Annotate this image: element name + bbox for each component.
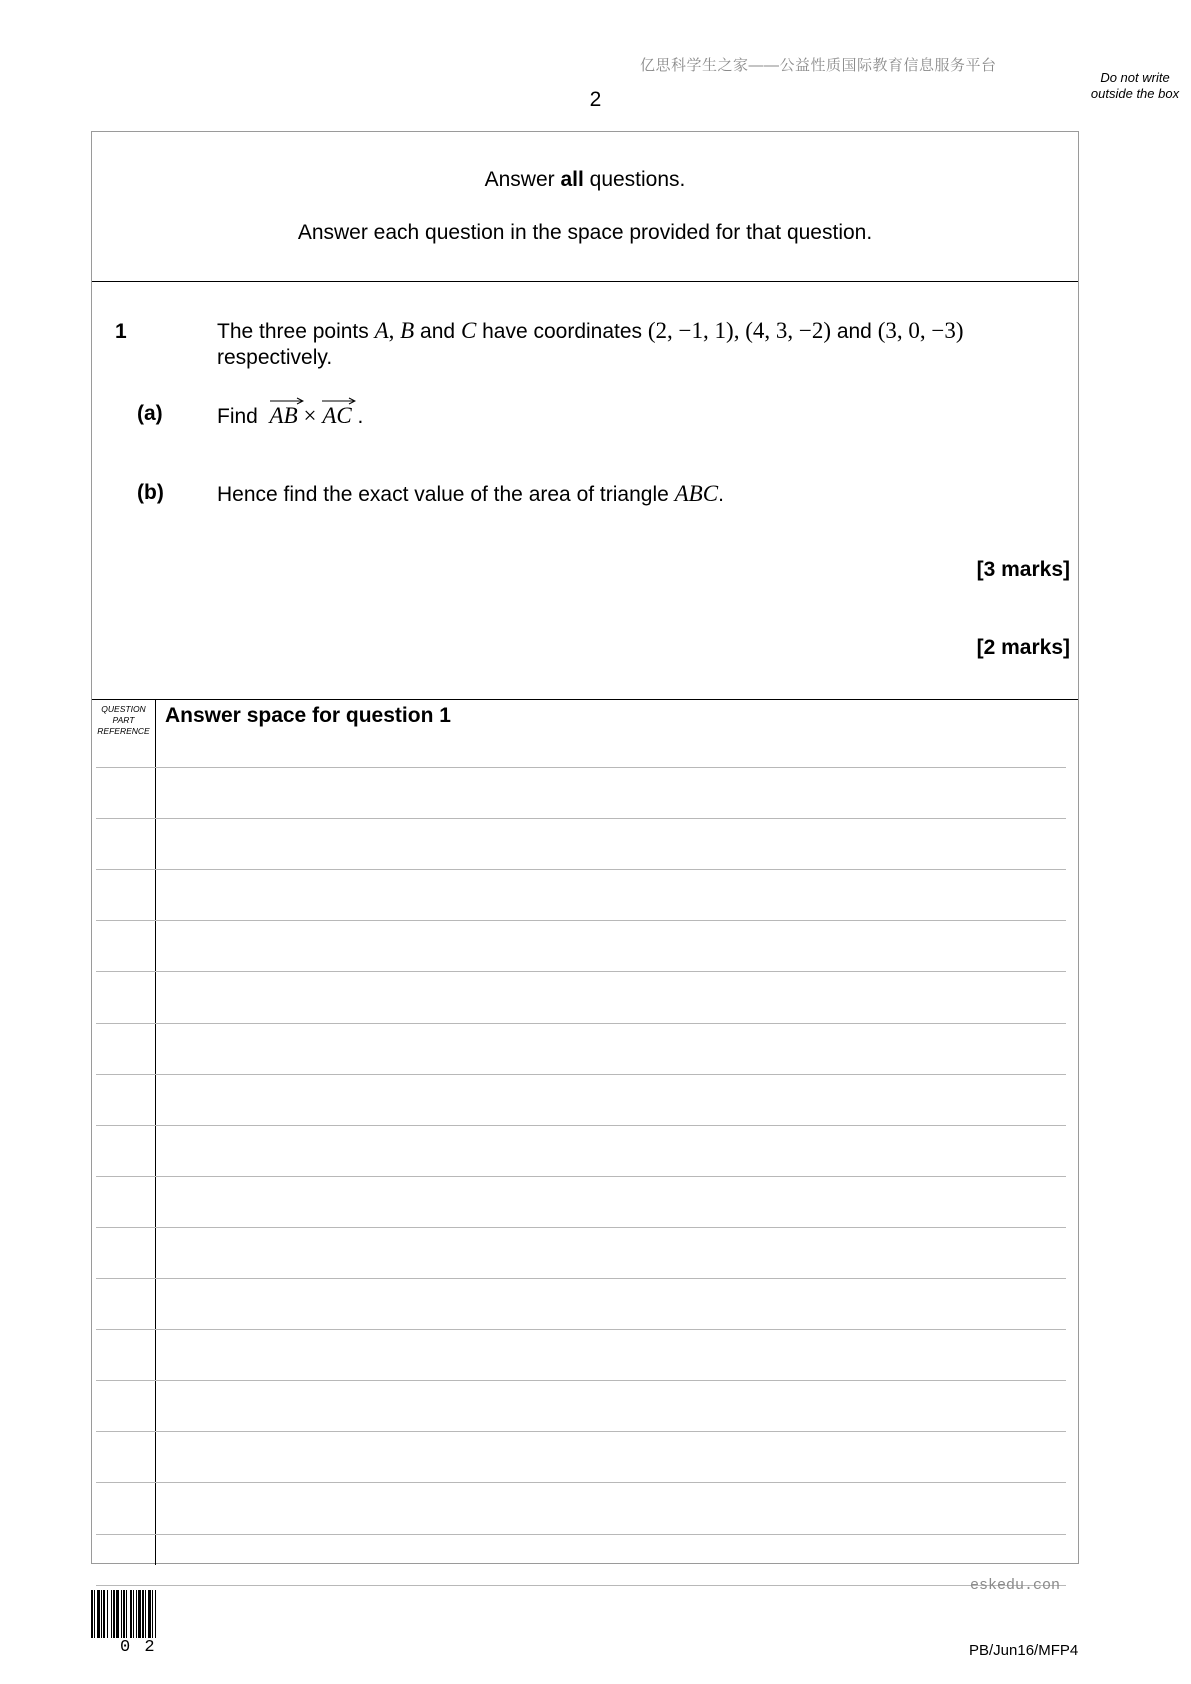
margin-note: Do not write outside the box	[1090, 70, 1180, 101]
answer-line	[96, 1482, 1066, 1483]
barcode	[91, 1590, 195, 1638]
part-a-marks: [3 marks]	[976, 558, 1070, 581]
barcode-bar	[111, 1590, 112, 1638]
answer-line	[96, 1534, 1066, 1535]
barcode-bar	[138, 1590, 141, 1638]
answer-line	[96, 1074, 1066, 1075]
question-number: 1	[115, 320, 127, 343]
answer-line	[96, 818, 1066, 819]
answer-line	[96, 1329, 1066, 1330]
answer-line	[96, 869, 1066, 870]
answer-space[interactable]	[92, 699, 1078, 1565]
instructions-box	[92, 132, 1078, 282]
barcode-bar	[142, 1590, 144, 1638]
reference-column-divider	[155, 700, 156, 1565]
barcode-bar	[155, 1590, 156, 1638]
answer-line	[96, 1278, 1066, 1279]
question-stem: The three points A, B and C have coordinates (2, −1, 1), (4, 3, −2) and (3, 0, −3) respectively.	[217, 318, 964, 369]
barcode-bar	[123, 1590, 125, 1638]
watermark-top: 亿思科学生之家——公益性质国际教育信息服务平台	[640, 57, 997, 74]
barcode-bar	[133, 1590, 134, 1638]
answer-space-title: Answer space for question 1	[165, 704, 451, 727]
part-b-label: (b)	[137, 481, 164, 504]
instruction-line-2: Answer each question in the space provided for that question.	[297, 221, 873, 244]
part-b-text: Hence find the exact value of the area of triangle ABC.	[217, 481, 724, 506]
barcode-bar	[113, 1590, 115, 1638]
barcode-bar	[103, 1590, 105, 1638]
barcode-bar	[121, 1590, 122, 1638]
part-b-marks: [2 marks]	[976, 636, 1070, 659]
answer-line	[96, 920, 1066, 921]
barcode-bar	[91, 1590, 93, 1638]
barcode-bar	[107, 1590, 108, 1638]
page-number: 2	[589, 88, 602, 111]
part-a-text: Find AB × AC .	[217, 397, 363, 429]
instruction-line-1: Answer all questions.	[484, 168, 686, 191]
barcode-bar	[148, 1590, 151, 1638]
answer-line	[96, 767, 1066, 768]
vector-ac: AC	[322, 397, 351, 429]
answer-line	[96, 1023, 1066, 1024]
barcode-bar	[130, 1590, 132, 1638]
barcode-bar	[145, 1590, 146, 1638]
arrow-right-icon	[322, 397, 356, 405]
answer-line	[96, 1125, 1066, 1126]
part-a-label: (a)	[137, 402, 163, 425]
arrow-right-icon	[270, 397, 304, 405]
answer-line	[96, 1431, 1066, 1432]
answer-line	[96, 1176, 1066, 1177]
barcode-bar	[136, 1590, 137, 1638]
barcode-digits: 0 2	[120, 1638, 157, 1657]
barcode-bar	[152, 1590, 153, 1638]
vector-ab: AB	[270, 397, 298, 429]
barcode-bar	[97, 1590, 100, 1638]
paper-code: PB/Jun16/MFP4	[969, 1642, 1079, 1659]
answer-line	[96, 1585, 1066, 1586]
answer-line	[96, 1380, 1066, 1381]
barcode-bar	[101, 1590, 102, 1638]
barcode-bar	[126, 1590, 127, 1638]
question-part-reference-label: QUESTION PART REFERENCE	[97, 704, 150, 736]
barcode-bar	[116, 1590, 119, 1638]
question-area	[92, 282, 1078, 699]
answer-line	[96, 1227, 1066, 1228]
barcode-bar	[94, 1590, 95, 1638]
answer-line	[96, 971, 1066, 972]
answer-frame	[91, 131, 1079, 1564]
watermark-bottom: eskedu.con	[970, 1577, 1061, 1594]
